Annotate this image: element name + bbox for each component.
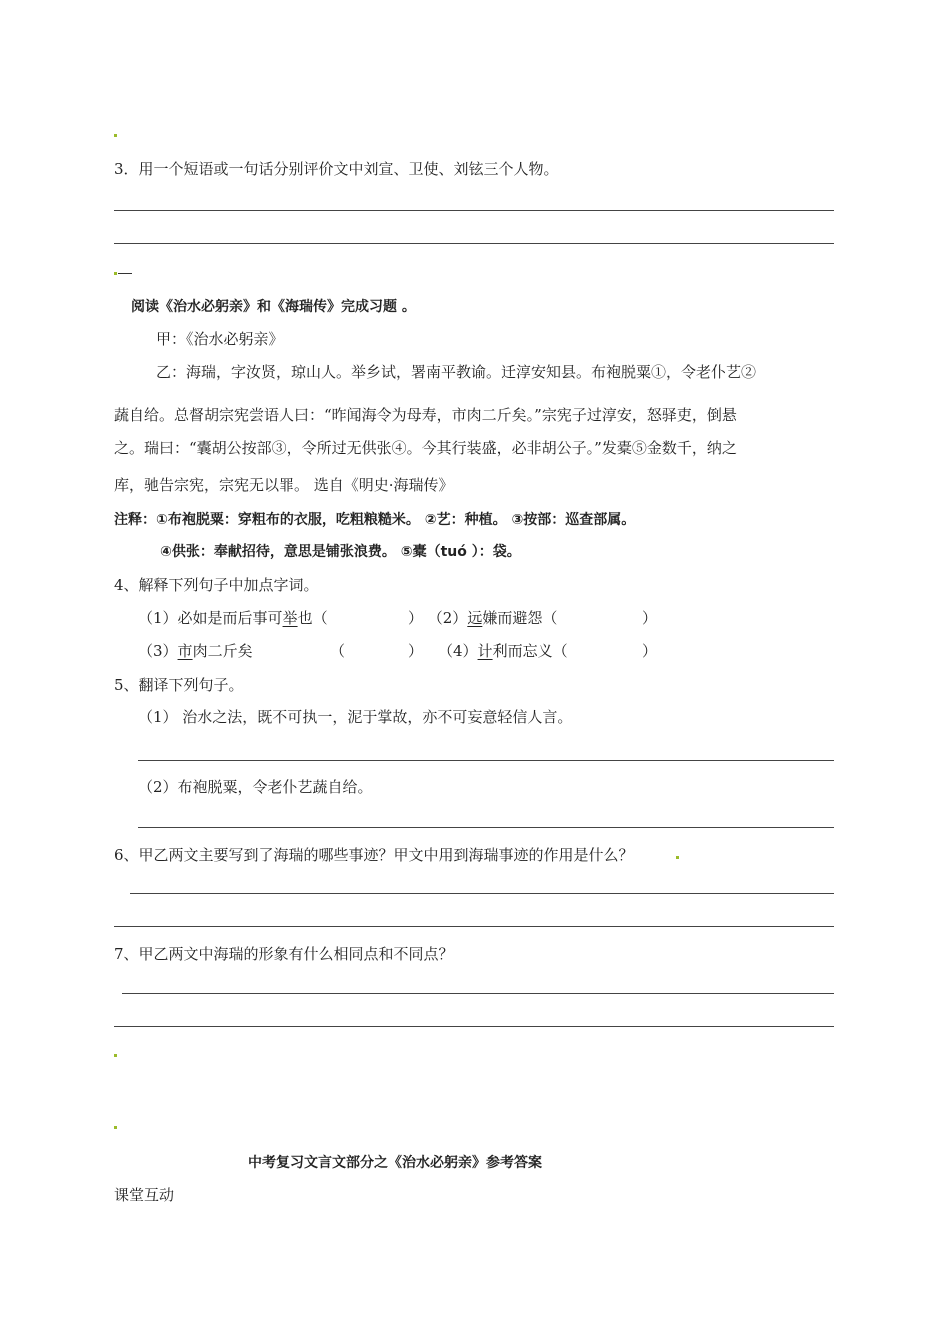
q4-item-4-word: 计: [477, 642, 493, 660]
q4-item-4-post: 利而忘义（: [492, 642, 568, 660]
answer-line[interactable]: [122, 993, 834, 994]
q4-item-2-close: ）: [642, 609, 658, 627]
q4-item-1-word: 举: [282, 609, 298, 627]
question-7: 7、甲乙两文中海瑞的形象有什么相同点和不同点？: [114, 945, 454, 963]
answer-line[interactable]: [138, 827, 834, 828]
passage-yi-line: 蔬自给。总督胡宗宪尝语人曰：“昨闻海令为母寿，市肉二斤矣。”宗宪子过淳安，怒驿吏，倒悬: [114, 406, 737, 424]
q5-sentence-2: （2）布袍脱粟，令老仆艺蔬自给。: [138, 778, 373, 796]
notes-line: ④供张：奉献招待，意思是铺张浪费。 ⑤橐（tuó ）：袋。: [160, 544, 521, 560]
marker-dot: [114, 1126, 117, 1129]
q4-item-1-pre: （1）必如是而后事可: [138, 609, 283, 627]
q4-item-3-post: 肉二斤矣: [192, 642, 253, 660]
q4-item-1-post: 也（: [297, 609, 328, 627]
q4-item-4-pre: （4）: [438, 642, 478, 660]
q4-item-3-close: ）: [408, 642, 424, 660]
marker-dot: [114, 1054, 117, 1057]
question-5-title: 5、翻译下列句子。: [114, 676, 244, 694]
passage-yi-line: 乙：海瑞，字汝贤，琼山人。举乡试，署南平教谕。迁淳安知县。布袍脱粟①，令老仆艺②: [156, 363, 757, 381]
answer-line[interactable]: [114, 210, 834, 211]
marker-dash: [118, 273, 132, 274]
question-3: 3．用一个短语或一句话分别评价文中刘宣、卫使、刘铉三个人物。: [114, 160, 559, 178]
passage-yi-line: 库，驰告宗宪，宗宪无以罪。 选自《明史·海瑞传》: [114, 476, 454, 494]
question-4-title: 4、解释下列句子中加点字词。: [114, 576, 319, 594]
q4-item-2-pre: ） （2）: [408, 609, 468, 627]
answer-line[interactable]: [138, 760, 834, 761]
q4-item-1: [138, 607, 328, 629]
answer-section-title: 课堂互动: [114, 1186, 175, 1204]
passage-yi-line: 之。瑞曰：“囊胡公按部③，令所过无供张④。今其行装盛，必非胡公子。”发橐⑤金数千，纳之: [114, 439, 737, 457]
marker-dot: [676, 856, 679, 859]
q4-item-2: [408, 607, 557, 629]
marker-dot: [114, 134, 117, 137]
answer-line[interactable]: [114, 1026, 834, 1027]
notes-line: 注释：①布袍脱粟：穿粗布的衣服，吃粗粮糙米。 ②艺：种植。 ③按部：巡查部属。: [114, 512, 636, 528]
answer-line[interactable]: [130, 893, 834, 894]
q5-sentence-1: （1） 治水之法，既不可执一，泥于掌故，亦不可妄意轻信人言。: [138, 708, 573, 726]
q4-item-3: [138, 640, 253, 662]
q4-item-2-post: 嫌而避怨（: [482, 609, 558, 627]
q4-item-4: [438, 640, 568, 662]
q4-item-3-word: 市: [177, 642, 193, 660]
q4-item-2-word: 远: [467, 609, 483, 627]
q4-item-4-close: ）: [642, 642, 658, 660]
answer-line[interactable]: [114, 926, 834, 927]
marker-dot: [114, 272, 117, 275]
question-6: 6、甲乙两文主要写到了海瑞的哪些事迹？甲文中用到海瑞事迹的作用是什么？: [114, 846, 634, 864]
passage-jia-title: 甲：《治水必躬亲》: [156, 330, 284, 348]
answer-line[interactable]: [114, 243, 834, 244]
q4-item-3-open: （: [330, 642, 346, 660]
reading-instruction: 阅读《治水必躬亲》和《海瑞传》完成习题 。: [131, 299, 416, 315]
answer-heading: 中考复习文言文部分之《治水必躬亲》参考答案: [248, 1155, 542, 1171]
q4-item-3-pre: （3）: [138, 642, 178, 660]
